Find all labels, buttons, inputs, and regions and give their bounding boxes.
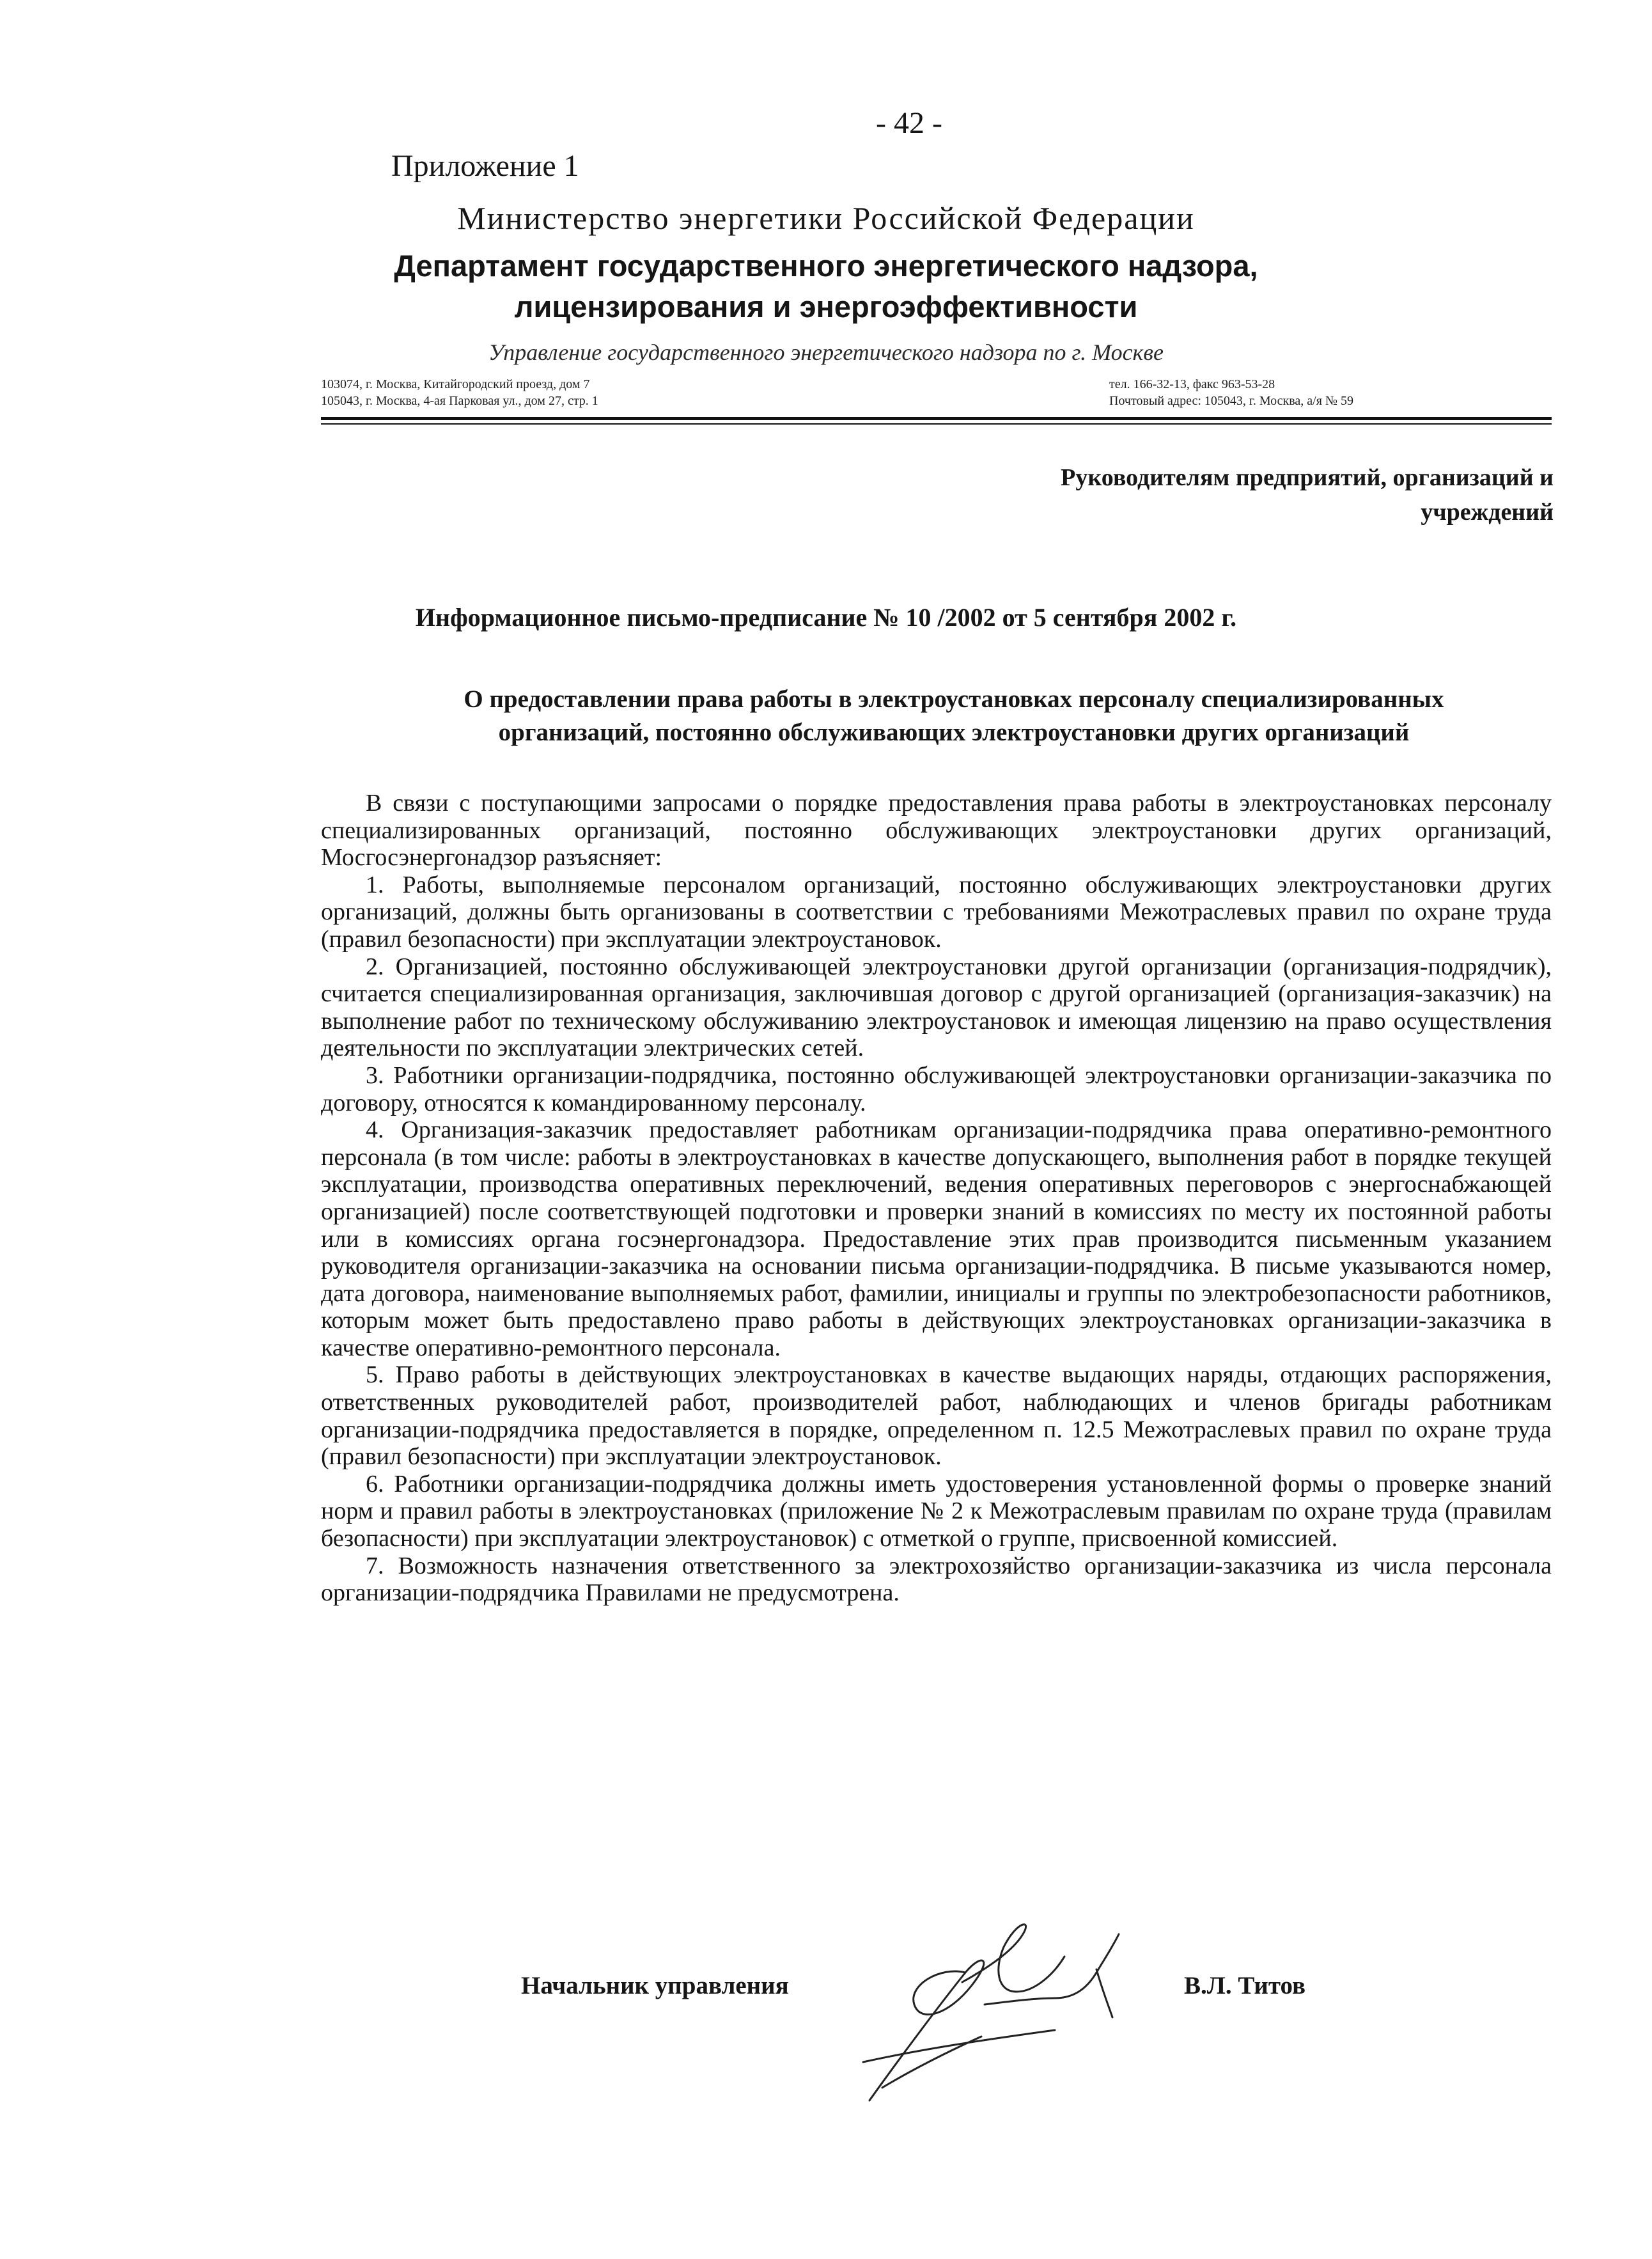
ministry-name: Министерство энергетики Российской Федерации xyxy=(457,200,1195,236)
handwritten-signature xyxy=(844,1896,1189,2113)
address-right-line-1: тел. 166-32-13, факс 963-53-28 xyxy=(1109,377,1275,391)
recipient-line-2: учреждений xyxy=(1421,499,1554,526)
letter-title: Информационное письмо-предписание № 10 /2002 от 5 сентября 2002 г. xyxy=(415,603,1237,632)
recipient-line-1: Руководителям предприятий, организаций и xyxy=(1061,464,1554,491)
paragraph-6: 6. Работники организации-подрядчика должны иметь удостоверения установленной формы о проверке знаний норм и правил работы в электроустановках (приложение № 2 к Межотраслевым правилам по охране труда (правилам безопасности) при эксплуатации электроустановок) с отметкой о группе, присвоенной комиссией. xyxy=(321,1470,1552,1552)
letter-subject xyxy=(345,683,1562,749)
address-left xyxy=(321,376,598,409)
paragraph-5: 5. Право работы в действующих электроустановках в качестве выдающих наряды, отдающих распоряжения, ответственных руководителей работ, производителей работ, наблюдающих и членов бригады работникам организации-подрядчика предоставляется в порядке, определенном п. 12.5 Межотраслевых правил по охране труда (правил безопасности) при эксплуатации электроустановок. xyxy=(321,1361,1552,1471)
paragraph-4: 4. Организация-заказчик предоставляет работникам организации-подрядчика права оперативно-ремонтного персонала (в том числе: работы в электроустановках в качестве допускающего, выполнения работ в порядке текущей эксплуатации, производства оперативных переключений, ведения оперативных переговоров с энергоснабжающей организацией) после соответствующей подготовки и проверки знаний в комиссиях по месту их постоянной работы или в комиссиях органа госэнергонадзора. Предоставление этих прав производится письменным указанием руководителя организации-заказчика на основании письма организации-подрядчика. В письме указываются номер, дата договора, наименование выполняемых работ, фамилии, инициалы и группы по электробезопасности работников, которым может быть предоставлено право работы в действующих электроустановках организации-заказчика в качестве оперативно-ремонтного персонала. xyxy=(321,1116,1552,1361)
administration-name: Управление государственного энергетического надзора по г. Москве xyxy=(488,340,1164,365)
recipient-block xyxy=(953,460,1554,529)
letter-body xyxy=(321,790,1552,1607)
department-line-1: Департамент государственного энергетического надзора, xyxy=(394,249,1258,283)
subject-line-2: организаций, постоянно обслуживающих электроустановки других организаций xyxy=(498,719,1410,746)
paragraph-1: 1. Работы, выполняемые персоналом организаций, постоянно обслуживающих электроустановки других организаций, должны быть организованы в соответствии с требованиями Межотраслевых правил по охране труда (правил безопасности) при эксплуатации электроустановок. xyxy=(321,871,1552,953)
paragraph-3: 3. Работники организации-подрядчика, постоянно обслуживающей электроустановки организации-заказчика по договору, относятся к командированному персоналу. xyxy=(321,1061,1552,1116)
header-rule-thin xyxy=(321,423,1552,425)
page-number: - 42 - xyxy=(876,106,942,140)
address-left-line-2: 105043, г. Москва, 4-ая Парковая ул., дом 27, стр. 1 xyxy=(321,394,598,408)
paragraph-intro: В связи с поступающими запросами о порядке предоставления права работы в электроустановках персоналу специализированных организаций, постоянно обслуживающих электроустановки других организаций, Мосгосэнергонадзор разъясняет: xyxy=(321,790,1552,872)
signatory-name: В.Л. Титов xyxy=(1184,1972,1306,1999)
appendix-label: Приложение 1 xyxy=(391,149,579,183)
header-rule-thick xyxy=(321,417,1552,420)
signature-label: Начальник управления xyxy=(521,1972,789,1999)
address-right-line-2: Почтовый адрес: 105043, г. Москва, а/я № 59 xyxy=(1109,394,1354,408)
subject-line-1: О предоставлении права работы в электроустановках персоналу специализированных xyxy=(464,685,1444,713)
address-left-line-1: 103074, г. Москва, Китайгородский проезд, дом 7 xyxy=(321,377,590,391)
paragraph-2: 2. Организацией, постоянно обслуживающей электроустановки другой организации (организация-подрядчик), считается специализированная организация, заключившая договор с другой организацией (организация-заказчик) на выполнение работ по техническому обслуживанию электроустановок и имеющая лицензию на право осуществления деятельности по эксплуатации электрических сетей. xyxy=(321,953,1552,1062)
address-right xyxy=(1109,376,1353,409)
paragraph-7: 7. Возможность назначения ответственного за электрохозяйство организации-заказчика из числа персонала организации-подрядчика Правилами не предусмотрена. xyxy=(321,1552,1552,1607)
department-line-2: лицензирования и энергоэффективности xyxy=(514,290,1138,324)
